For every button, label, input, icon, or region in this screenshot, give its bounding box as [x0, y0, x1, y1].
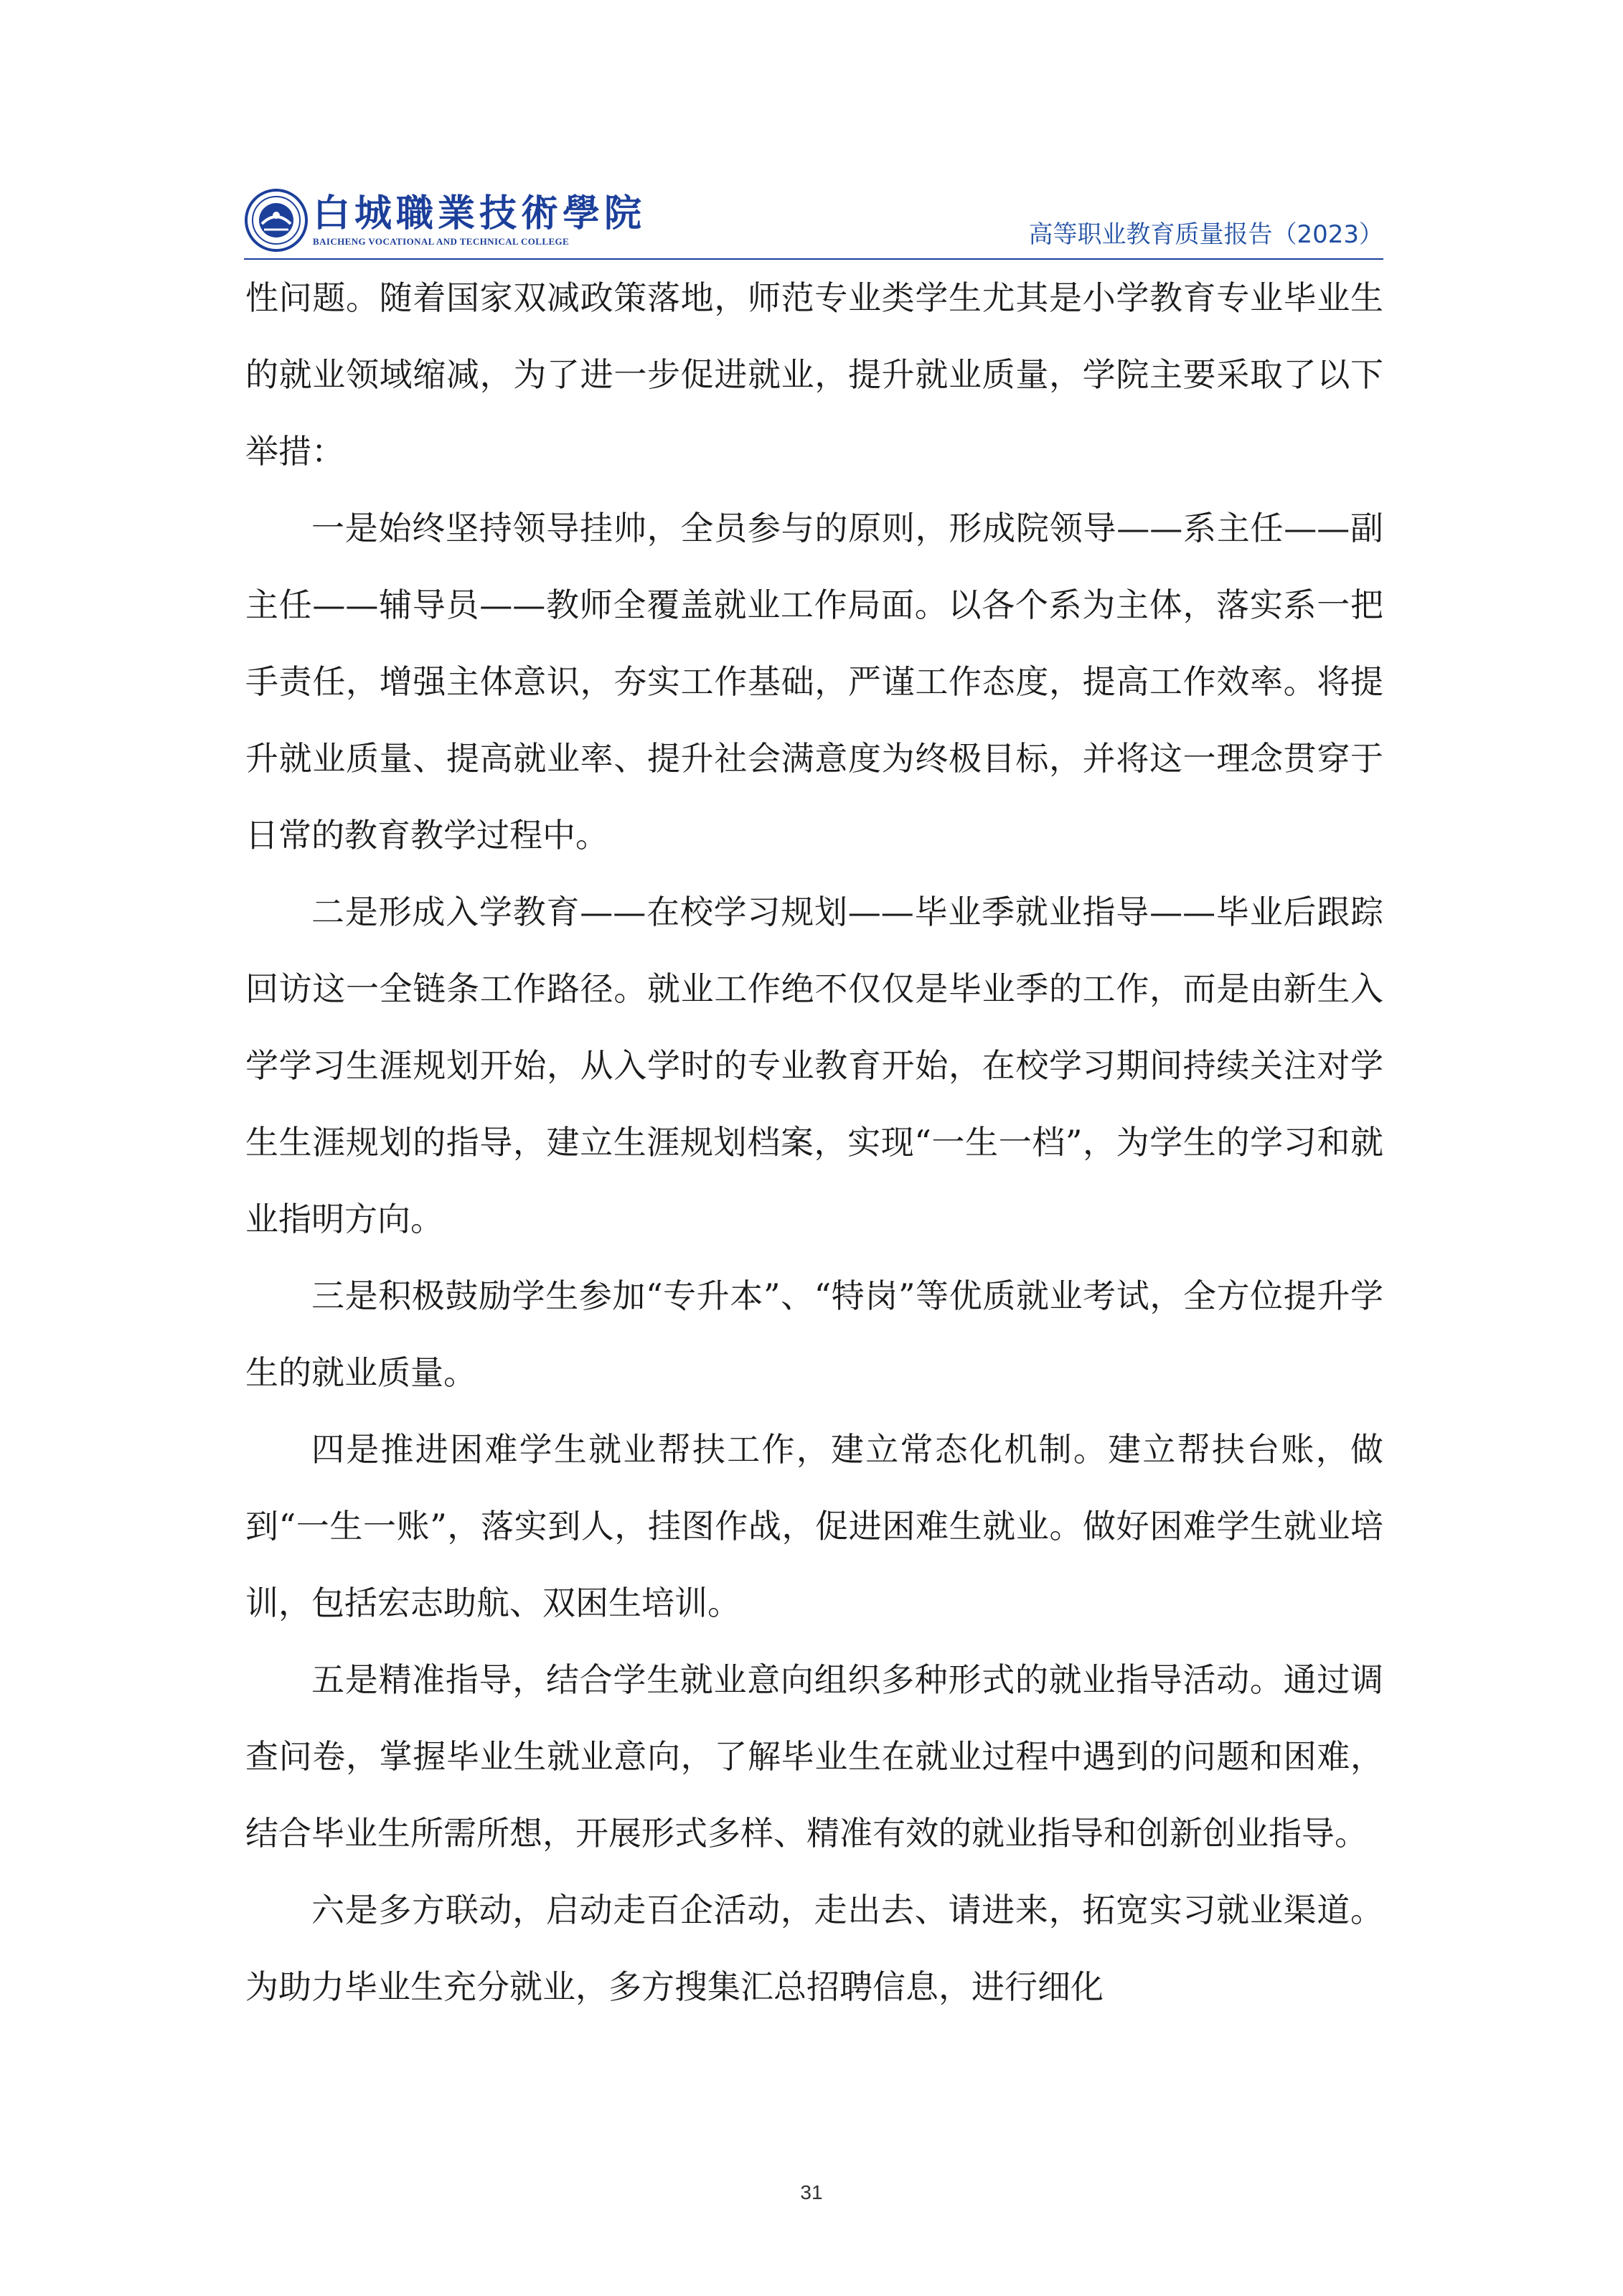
page-number: 31 [800, 2181, 823, 2203]
report-title: 高等职业教育质量报告（2023） [1028, 220, 1383, 249]
logo-chinese-name: 白城職業技術學院 [313, 192, 646, 235]
page-header [244, 188, 1383, 255]
paragraph-measure-2: 二是形成入学教育——在校学习规划——毕业季就业指导——毕业后跟踪回访这一全链条工作路径。就业工作绝不仅仅是毕业季的工作，而是由新生入学学习生涯规划开始，从入学时的专业教育开始，在校学习期间持续关注对学生生涯规划的指导，建立生涯规划档案，实现“一生一档”，为学生的学习和就业指明方向。 [245, 893, 1383, 1238]
paragraph-measure-1: 一是始终坚持领导挂帅，全员参与的原则，形成院领导——系主任——副主任——辅导员——教师全覆盖就业工作局面。以各个系为主体，落实系一把手责任，增强主体意识，夯实工作基础，严谨工作态度，提高工作效率。将提升就业质量、提高就业率、提升社会满意度为终极目标，并将这一理念贯穿于日常的教育教学过程中。 [245, 509, 1383, 855]
paragraph-measure-6: 六是多方联动，启动走百企活动，走出去、请进来，拓宽实习就业渠道。为助力毕业生充分就业，多方搜集汇总招聘信息，进行细化 [245, 1891, 1383, 2006]
paragraph-measure-3: 三是积极鼓励学生参加“专升本”、“特岗”等优质就业考试，全方位提升学生的就业质量。 [245, 1276, 1383, 1392]
body-text [245, 260, 1383, 2026]
college-logo [244, 188, 646, 253]
paragraph-continued: 性问题。随着国家双减政策落地，师范专业类学生尤其是小学教育专业毕业生的就业领域缩减，为了进一步促进就业，提升就业质量，学院主要采取了以下举措： [245, 278, 1383, 471]
logo-english-name: BAICHENG VOCATIONAL AND TECHNICAL COLLEGE [313, 236, 570, 247]
college-emblem-icon [244, 188, 309, 253]
paragraph-measure-4: 四是推进困难学生就业帮扶工作，建立常态化机制。建立帮扶台账，做到“一生一账”，落实到人，挂图作战，促进困难生就业。做好困难学生就业培训，包括宏志助航、双困生培训。 [245, 1430, 1383, 1622]
paragraph-measure-5: 五是精准指导，结合学生就业意向组织多种形式的就业指导活动。通过调查问卷，掌握毕业生就业意向，了解毕业生在就业过程中遇到的问题和困难，结合毕业生所需所想，开展形式多样、精准有效的就业指导和创新创业指导。 [245, 1660, 1383, 1853]
